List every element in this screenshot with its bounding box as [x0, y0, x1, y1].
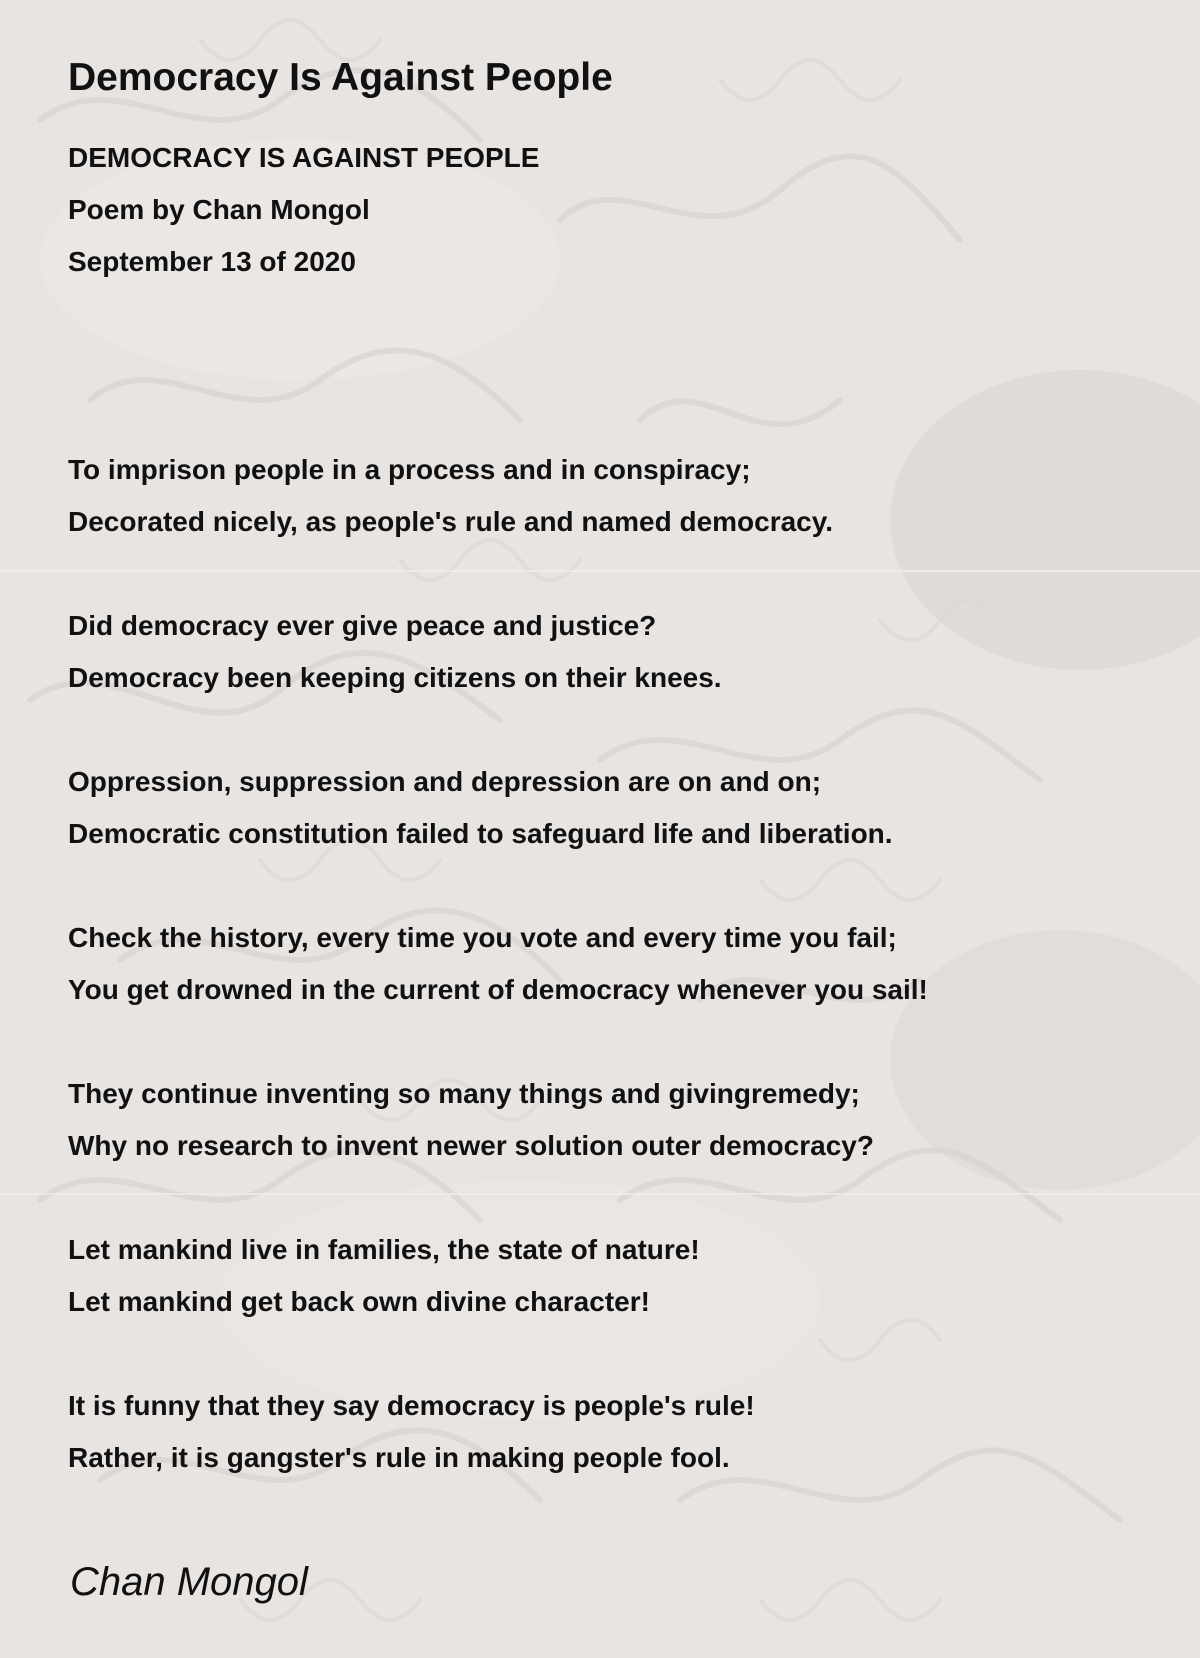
poem-title-caps: DEMOCRACY IS AGAINST PEOPLE [68, 142, 540, 173]
poem-line: Decorated nicely, as people's rule and named democracy. [68, 506, 834, 537]
poem-line: Oppression, suppression and depression are on and on; [68, 766, 822, 797]
poem-line: Did democracy ever give peace and justice? [68, 610, 657, 641]
page-title: Democracy Is Against People [68, 56, 613, 99]
poem-line: Democracy been keeping citizens on their knees. [68, 662, 722, 693]
poem-line: You get drowned in the current of democracy whenever you sail! [68, 974, 928, 1005]
poem-line: Why no research to invent newer solution outer democracy? [68, 1130, 874, 1161]
poem-line: It is funny that they say democracy is people's rule! [68, 1390, 755, 1421]
poem-line: Rather, it is gangster's rule in making people fool. [68, 1442, 730, 1473]
poem-byline: Poem by Chan Mongol [68, 194, 370, 225]
author-signature: Chan Mongol [70, 1560, 308, 1604]
poem-line: Check the history, every time you vote and every time you fail; [68, 922, 897, 953]
stanza-3 [68, 756, 1148, 860]
stanza-5 [68, 1068, 1148, 1172]
stanza-1 [68, 444, 1148, 548]
poem-line: Democratic constitution failed to safeguard life and liberation. [68, 818, 893, 849]
stanza-4 [68, 912, 1148, 1016]
stanza-2 [68, 600, 1148, 704]
stanza-7 [68, 1380, 1148, 1484]
poem-header [68, 132, 1148, 288]
poem-line: They continue inventing so many things and givingremedy; [68, 1078, 860, 1109]
poem-line: Let mankind get back own divine character! [68, 1286, 650, 1317]
poem-line: Let mankind live in families, the state of nature! [68, 1234, 700, 1265]
poem-line: To imprison people in a process and in conspiracy; [68, 454, 751, 485]
poem-date: September 13 of 2020 [68, 246, 356, 277]
poem-container [68, 48, 1148, 1536]
stanza-6 [68, 1224, 1148, 1328]
